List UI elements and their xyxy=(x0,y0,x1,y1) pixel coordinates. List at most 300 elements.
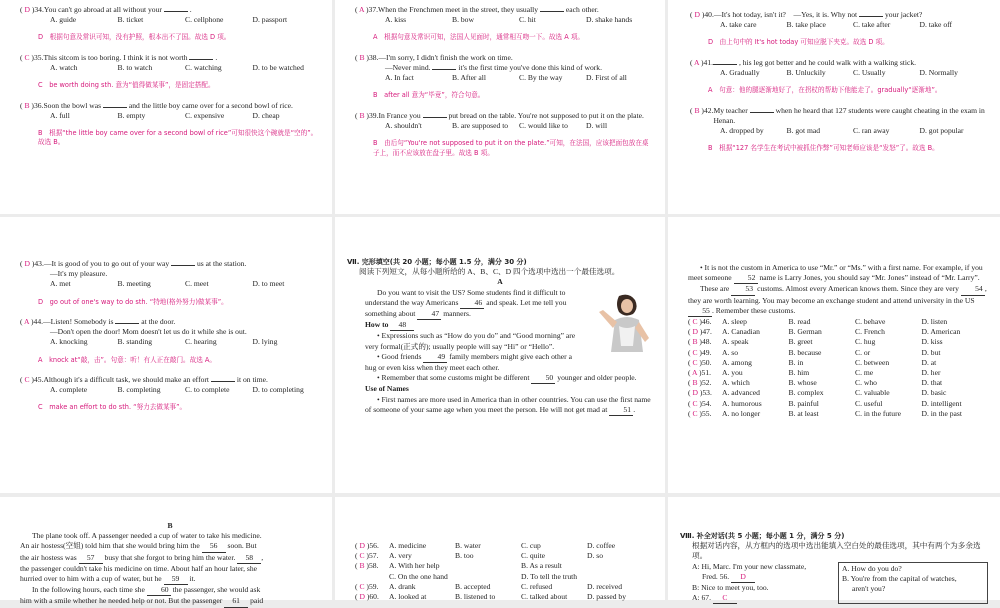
passage-text: In the following hours, each time she xyxy=(32,585,145,595)
explanation: D go out of one's way to do sth. “特地(格外努力)做某事”。 xyxy=(38,297,228,306)
answer-blank xyxy=(171,265,195,266)
answer-letter: A xyxy=(359,5,365,14)
option-row: ( C )57. A. very B. too C. quite D. so xyxy=(355,551,653,561)
answer-blank xyxy=(189,59,213,60)
options-box xyxy=(838,562,988,605)
option: C. quite xyxy=(521,551,546,561)
option-b: B. got mad xyxy=(786,126,821,136)
dialogue-line: B: Nice to meet you, too. xyxy=(692,583,769,593)
question-number: 37 xyxy=(368,5,377,14)
passage-text: paid xyxy=(250,596,264,606)
option-d: D. shake hands xyxy=(586,15,633,25)
answer-letter: C xyxy=(24,52,30,62)
option-b: B. After all xyxy=(452,73,486,83)
option-c: C. ran away xyxy=(853,126,890,136)
option: A. speak xyxy=(722,337,749,347)
option-a: A. guide xyxy=(50,15,77,25)
question-stem: —It is good of you to go out of your way xyxy=(43,259,170,268)
option-row xyxy=(355,572,653,582)
answer-blank xyxy=(423,117,447,118)
option: C. refused xyxy=(521,581,553,591)
question-stem: your jacket? xyxy=(884,10,923,19)
option: A. you xyxy=(722,368,743,378)
option-a: A. Gradually xyxy=(720,68,760,78)
passage-text: • First names are more used in America than in other countries. You can use the first name of someone of your same age when you meet the person. He will not get mad at xyxy=(365,394,651,414)
answer-letter: B xyxy=(359,561,365,571)
option: A. sleep xyxy=(722,317,747,327)
option-c: C. would like to xyxy=(519,121,568,131)
option-b: B. completing xyxy=(117,385,161,395)
question-stem: This sitcom is too boring. I think it is not worth xyxy=(43,52,188,62)
question-stem: In France you xyxy=(378,110,421,120)
answer-letter: D xyxy=(692,388,698,398)
page-panel-1 xyxy=(0,0,332,214)
blank-57: 57 xyxy=(79,553,103,564)
option-row: ( C )46. A. sleep B. read C. behave D. listen xyxy=(688,317,988,327)
explanation: B after all 意为“毕竟”，符合句意。 xyxy=(373,91,485,100)
question-38: ( B ) 38 . —I'm sorry, I didn't finish the work on time. —Never mind. it's the first time you've done this kind of work. A. In fact B. After all C. By the way D. First of all B after all 意为“毕竟”，符合句意。 xyxy=(355,53,653,101)
answer-letter: D xyxy=(359,592,365,602)
option: A. so xyxy=(722,347,739,357)
blank-58: 58 xyxy=(237,553,261,564)
option: C. useful xyxy=(855,398,883,408)
question-stem: put bread on the table. You're not supposed to put it on the plate. xyxy=(448,110,644,120)
option-row: ( C )50. A. among B. in C. between D. at xyxy=(688,358,988,368)
answer-letter: C xyxy=(359,581,365,591)
option-row: ( A )51. A. you B. him C. me D. her xyxy=(688,368,988,378)
option: A. advanced xyxy=(722,388,760,398)
page-panel-4 xyxy=(0,217,332,493)
bullet-expressions: • Expressions such as “How do you do” and “Good morning” are very formal(正式的); usually people will say “Hi” or “Hello”. xyxy=(365,331,576,351)
answer-letter: A xyxy=(694,57,700,67)
dialogue-line: A: Hi, Marc. I'm your new classmate, xyxy=(692,561,807,571)
answer-letter: C xyxy=(692,408,698,418)
blank-49: 49 xyxy=(423,352,447,363)
question-45: ( C ) 45 . Although it's a difficult task, we should make an effort it on time. A. complete B. completing C. to complete D. to completing C make an effort to do sth. “努力去做某事”。 xyxy=(20,375,320,413)
option: D. listen xyxy=(921,317,948,327)
passage-text: hurried over to him with a cup of water, but he xyxy=(20,574,162,584)
blank-51: 51 xyxy=(609,405,633,416)
question-42: ( B ) 42 . My teacher when he heard that 127 students were caught cheating in the exam in Henan. A. dropped by B. got mad C. ran away D. got popular B 根据“127 名学生在考试中被抓住作弊”可知老师应该是“发怒”了。故选 B。 xyxy=(690,105,985,153)
option: B. because xyxy=(788,347,822,357)
option: A. humorous xyxy=(722,398,762,408)
option-row: ( B )58. A. With her help B. As a result xyxy=(355,561,653,571)
page-panel-6 xyxy=(668,217,1000,493)
passage-text: the passenger couldn't take his medicine on time. About half an hour later, she xyxy=(20,563,258,573)
passage-text: family members might give each other a hug or even kiss when they meet each other. xyxy=(365,351,572,373)
question-34: ( D ) 34 . You can't go abroad at all without your . A. guide B. ticket C. cellphone D. passport D 根据句意及常识可知，没有护照，根本出不了国。故选 D 项。 xyxy=(20,5,320,43)
question-43: ( D ) 43 . —It is good of you to go out of your way us at the station. —It's my pleasure. A. met B. meeting C. meet D. to meet D go out of one's way to do sth. “特地(格外努力)做某事”。 xyxy=(20,259,320,307)
question-number: 39 xyxy=(368,110,377,120)
option: D. intelligent xyxy=(921,398,962,408)
answer-blank xyxy=(859,16,883,17)
option-d: D. to meet xyxy=(252,279,285,289)
question-number: 34 xyxy=(34,5,42,14)
option-a: A. complete xyxy=(50,385,88,395)
question-stem: —Don't open the door! Mom doesn't let us do it while she is out. xyxy=(50,327,247,337)
question-35: ( C ) 35 . This sitcom is too boring. I think it is not worth . A. watch B. to watch C. watching D. to be watched C be worth doing sth. 意为“值得做某事”，是固定搭配。 xyxy=(20,53,320,91)
question-number: 45 xyxy=(33,375,42,385)
blank-50: 50 xyxy=(531,373,555,384)
question-group xyxy=(668,0,1000,154)
answer-letter: D xyxy=(692,327,698,337)
passage-text: and speak. Let me tell you something about xyxy=(365,297,567,319)
question-number: 47 xyxy=(702,327,710,337)
question-group xyxy=(335,0,665,158)
option: D. basic xyxy=(921,388,947,398)
option-a: A. watch xyxy=(50,63,78,73)
option: D. passed by xyxy=(587,592,627,602)
answer-letter: C xyxy=(692,357,698,367)
question-stem: each other. xyxy=(565,5,599,14)
dialogue-line: Fred. 56. xyxy=(702,571,730,581)
passage-text: manners. xyxy=(443,309,471,319)
passage-text: the air hostess was xyxy=(20,552,77,562)
question-group xyxy=(0,0,332,148)
option-row: ( D )53. A. advanced B. complex C. valuable D. basic xyxy=(688,388,988,398)
blank-61: 61 xyxy=(224,596,248,607)
section-instruction: 阅读下列短文，从每小题所给的 A、B、C、D 四个选项中选出一个最佳选项。 xyxy=(359,267,620,277)
section-heading: Ⅷ. 补全对话(共 5 小题；每小题 1 分，满分 5 分) xyxy=(680,532,845,540)
answer-letter: A xyxy=(24,317,30,327)
options-list xyxy=(688,317,988,419)
option-d: D. got popular xyxy=(919,126,964,136)
question-number: 60 xyxy=(369,592,377,602)
question-39: ( B ) 39 . In France you put bread on the table. You're not supposed to put it on the plate. A. shouldn't B. are supposed to C. would like to D. will B 由后句“You're not supposed to put it on the plate.”可知，在法国，应该把面包放在桌子上，而不应该放在盘子里。故选 B 项。 xyxy=(355,111,653,158)
option-row: ( C )54. A. humorous B. painful C. useful D. intelligent xyxy=(688,399,988,409)
answer-letter: C xyxy=(692,317,698,327)
option: B. too xyxy=(455,551,474,561)
passage-text: . Remember these customs. xyxy=(712,305,796,315)
option: D. so xyxy=(587,551,604,561)
blank-54: 54 xyxy=(961,284,985,295)
question-stem: , his leg got better and he could walk with a walking stick. xyxy=(738,57,917,67)
option-a: A. dropped by xyxy=(720,126,764,136)
explanation: B 根据“127 名学生在考试中被抓住作弊”可知老师应该是“发怒”了。故选 B。 xyxy=(708,144,939,153)
option-d: D. take off xyxy=(919,20,953,30)
option-row: ( B )52. A. which B. whose C. who D. that xyxy=(688,378,988,388)
option: A. drank xyxy=(389,581,416,591)
option-c: C. hit xyxy=(519,15,536,25)
option: C. cup xyxy=(521,541,541,550)
explanation: A 句意：他的腿逐渐地好了，在拐杖的帮助下他能走了。gradually“逐渐地”。 xyxy=(708,86,942,95)
question-number: 52 xyxy=(701,378,710,388)
option-row: ( C )49. A. so B. because C. or D. but xyxy=(688,348,988,358)
question-number: 57 xyxy=(368,551,377,561)
option: C. talked about xyxy=(521,592,568,602)
explanation: D 根据句意及常识可知，没有护照，根本出不了国。故选 D 项。 xyxy=(38,33,231,42)
box-option-b-cont: aren't you? xyxy=(852,584,886,594)
answer-letter: D xyxy=(24,5,30,14)
option: A. medicine xyxy=(389,541,427,550)
option: D. in the past xyxy=(921,408,962,418)
question-number: 44 xyxy=(33,317,42,327)
answer-blank xyxy=(115,323,139,324)
passage-text: • It is not the custom in America to use “Mr.” or “Ms.” with a first name. For example, if you meet someone xyxy=(688,263,983,283)
option-c: C. meet xyxy=(185,279,209,289)
blank-47: 47 xyxy=(417,309,441,320)
option: D. kiss xyxy=(921,337,943,347)
option-row: ( C )59. A. drank B. accepted C. refused D. received xyxy=(355,582,653,592)
passage-text: , xyxy=(261,552,264,562)
option-row: ( C )55. A. no longer B. at least C. in the future D. in the past xyxy=(688,409,988,419)
explanation: C make an effort to do sth. “努力去做某事”。 xyxy=(38,403,187,412)
subheading-how-to: How to xyxy=(365,320,389,330)
blank-56: 56 xyxy=(202,541,226,552)
blank-59: 59 xyxy=(164,574,188,585)
section-instruction: 根据对话内容，从方框内的选项中选出能填入空白处的最佳选项，其中有两个为多余选项。 xyxy=(692,541,981,561)
passage-text: name is Larry Jones, you should say “Mr. Jones” instead of “Mr. Larry”. xyxy=(759,273,980,283)
option: B. whose xyxy=(788,378,817,388)
option-c: C. take after xyxy=(853,20,891,30)
question-number: 42 xyxy=(703,105,712,115)
question-number: 40 xyxy=(704,10,712,19)
option-a: A. kiss xyxy=(385,15,407,25)
option: B. water xyxy=(455,541,481,550)
question-stem: —It's my pleasure. xyxy=(50,269,108,279)
answer-letter: B xyxy=(694,105,700,115)
question-stem: Soon the bowl was xyxy=(43,100,102,110)
answer-letter: C xyxy=(24,375,30,385)
option-a: A. In fact xyxy=(385,73,414,83)
option-row: ( D )47. A. Canadian B. German C. French D. American xyxy=(688,327,988,337)
passage-label: A xyxy=(497,277,503,287)
section-heading: Ⅶ. 完形填空(共 20 小题；每小题 1.5 分，满分 30 分) xyxy=(347,258,527,266)
option: C. valuable xyxy=(855,388,890,398)
explanation: A 根据句意及常识可知，法国人见面时，通常相互吻一下。故选 A 项。 xyxy=(373,33,585,42)
question-stem: When the Frenchmen meet in the street, they usually xyxy=(378,5,539,14)
option-b: B. Unluckily xyxy=(786,68,826,78)
explanation: B 由后句“You're not supposed to put it on the plate.”可知，在法国，应该把面包放在桌子上，而不应该放在盘子里。故选 B 项。 xyxy=(373,139,649,157)
blank-48: 48 xyxy=(390,320,414,331)
question-stem: —Never mind. xyxy=(385,63,431,73)
option-row: ( D )56. A. medicine B. water C. cup D. coffee xyxy=(355,541,653,551)
option-d: D. passport xyxy=(252,15,288,25)
option-row: ( D )60. A. looked at B. listened to C. talked about D. passed by xyxy=(355,592,653,602)
answer-letter: D xyxy=(359,541,365,550)
option: B. him xyxy=(788,368,810,378)
option: C. On the one hand xyxy=(389,571,448,581)
question-stem: . xyxy=(215,52,218,62)
question-stem: and the little boy came over for a second bowl of rice. xyxy=(128,100,293,110)
question-stem: at the door. xyxy=(141,317,176,327)
passage-text: The plane took off. A passenger needed a cup of water to take his medicine. xyxy=(32,531,262,541)
passage-text: . xyxy=(633,404,636,414)
option-a: A. shouldn't xyxy=(385,121,422,131)
answer-letter: C xyxy=(692,347,698,357)
option-c: C. Usually xyxy=(853,68,886,78)
answer-letter: C xyxy=(359,551,365,561)
answer-letter: B xyxy=(359,110,365,120)
option: C. between xyxy=(855,357,890,367)
page-panel-2 xyxy=(335,0,665,214)
option: A. which xyxy=(722,378,750,388)
page-panel-9 xyxy=(668,497,1000,603)
question-number: 54 xyxy=(701,398,710,408)
question-stem: —I'm sorry, I didn't finish the work on time. xyxy=(378,52,513,62)
option-b: B. are supposed to xyxy=(452,121,509,131)
question-number: 51 xyxy=(701,368,710,378)
option: C. hug xyxy=(855,337,876,347)
option-c: C. cellphone xyxy=(185,15,224,25)
option: B. greet xyxy=(788,337,813,347)
option-a: A. full xyxy=(50,110,70,120)
option: D. at xyxy=(921,357,937,367)
option: C. in the future xyxy=(855,408,901,418)
question-stem: —Listen! Somebody is xyxy=(43,317,114,327)
option-d: D. lying xyxy=(252,337,278,347)
option-b: B. standing xyxy=(117,337,153,347)
option: A. very xyxy=(389,551,412,561)
question-44: ( A ) 44 . —Listen! Somebody is at the door. —Don't open the door! Mom doesn't let us do it while she is out. A. knocking B. standing C. hearing D. lying A knock at“敲，击”。句意：听！有人正在敲门。故选 A。 xyxy=(20,317,320,365)
passage-text: • Remember that some customs might be different xyxy=(377,373,530,383)
answer-letter: B xyxy=(692,337,698,347)
girl-photo-image xyxy=(589,290,653,352)
passage-text: Do you want to visit the US? Some students find it difficult to understand the way Americans xyxy=(365,287,566,307)
question-40: ( D ) 40 . —It's hot today, isn't it? —Yes, it is. Why not your jacket? A. take care B. take place C. take after D. take off D 由上句中的 It's hot today 可知应脱下夹克。故选 D 项。 xyxy=(690,10,986,48)
option-b: B. ticket xyxy=(117,15,144,25)
passage-text: soon. But xyxy=(227,541,257,551)
option-row: ( B )48. A. speak B. greet C. hug D. kiss xyxy=(688,337,988,347)
option: B. read xyxy=(788,317,811,327)
option-c: C. By the way xyxy=(519,73,563,83)
question-number: 43 xyxy=(34,259,42,268)
blank-46: 46 xyxy=(460,298,484,309)
option-b: B. to watch xyxy=(117,63,153,73)
question-stem: it's the first time you've done this kind of work. xyxy=(458,63,602,73)
option: D. her xyxy=(921,368,941,378)
option-b: B. meeting xyxy=(117,279,151,289)
question-number: 38 xyxy=(368,52,377,62)
answer-letter: A xyxy=(692,368,698,378)
question-number: 55 xyxy=(701,408,710,418)
explanation: B 根据“the little boy came over for a second bowl of rice”可知很快这个碗就是“空的”。故选 B。 xyxy=(38,129,318,147)
option-c: C. hearing xyxy=(185,337,217,347)
answer-blank xyxy=(750,112,774,113)
question-number: 56 xyxy=(369,541,377,550)
explanation: D 由上句中的 It's hot today 可知应脱下夹克。故选 D 项。 xyxy=(708,38,889,47)
question-stem: My teacher xyxy=(713,105,748,115)
page-panel-5 xyxy=(335,217,665,493)
passage-text: him with a smile whether he needed help or not. But the passenger xyxy=(20,596,223,606)
option: B. painful xyxy=(788,398,819,408)
passage-text: younger and older people. xyxy=(557,373,637,383)
passage-text: , they are worth learning. You may become an exchange student and attend university in the US xyxy=(688,284,987,305)
question-36: ( B ) 36 . Soon the bowl was and the little boy came over for a second bowl of rice. A. full B. empty C. expensive D. cheap B 根据“the little boy came over for a second bowl of rice”可知很快这个碗就是“空的”。故选 B。 xyxy=(20,101,320,148)
option: B. As a result xyxy=(521,561,562,571)
option: D. that xyxy=(921,378,943,388)
option-d: D. Normally xyxy=(919,68,958,78)
answer-blank xyxy=(713,64,737,65)
box-option-a: A. How do you do? xyxy=(842,563,902,573)
option: D. received xyxy=(587,581,622,591)
question-41: ( A ) 41 . , his leg got better and he could walk with a walking stick. A. Gradually B. Unluckily C. Usually D. Normally A 句意：他的腿逐渐地好了，在拐杖的帮助下他能走了。gradually“逐渐地”。 xyxy=(690,58,986,96)
answer-blank xyxy=(211,381,235,382)
option: B. in xyxy=(788,357,804,367)
question-stem: us at the station. xyxy=(196,259,247,268)
option-a: A. knocking xyxy=(50,337,88,347)
answer-67: C xyxy=(713,593,737,604)
options-list xyxy=(335,497,665,602)
passage-label: B xyxy=(167,521,173,530)
option: B. listened to xyxy=(455,592,496,602)
passage-text: These are xyxy=(700,284,730,294)
explanation: A knock at“敲，击”。句意：听！有人正在敲门。故选 A。 xyxy=(38,355,217,364)
option: D. American xyxy=(921,327,961,337)
answer-letter: B xyxy=(359,52,365,62)
question-stem: it on time. xyxy=(236,375,268,385)
question-number: 59 xyxy=(368,581,377,591)
option: A. among xyxy=(722,357,752,367)
option: C. behave xyxy=(855,317,886,327)
page-panel-7 xyxy=(0,497,332,606)
passage-text: customs. Almost every American knows them. Since they are very xyxy=(757,284,959,294)
option-d: D. to completing xyxy=(252,385,304,395)
answer-letter: B xyxy=(692,378,698,388)
question-number: 36 xyxy=(33,100,42,110)
question-stem: when he heard that 127 students were caught cheating in the exam in Henan. xyxy=(713,105,985,125)
option: D. To tell the truth xyxy=(521,571,578,581)
dialogue-line: A: 67. xyxy=(692,593,711,603)
option-a: A. met xyxy=(50,279,71,289)
option: A. Canadian xyxy=(722,327,760,337)
answer-56: D xyxy=(731,572,755,583)
option: D. coffee xyxy=(587,541,616,550)
blank-55: 55 xyxy=(688,306,712,317)
question-number: 49 xyxy=(701,347,710,357)
question-stem: —It's hot today, isn't it? —Yes, it is. Why not xyxy=(713,10,858,19)
option-d: D. will xyxy=(586,121,608,131)
option: B. accepted xyxy=(455,581,491,591)
option-d: D. to be watched xyxy=(252,63,304,73)
explanation: C be worth doing sth. 意为“值得做某事”，是固定搭配。 xyxy=(38,81,215,90)
question-stem: You can't go abroad at all without your xyxy=(43,5,162,14)
answer-blank xyxy=(103,107,127,108)
option-c: C. expensive xyxy=(185,110,225,120)
question-group xyxy=(0,217,332,413)
passage-text: busy that she forgot to bring him the water. xyxy=(104,552,236,562)
question-number: 35 xyxy=(33,52,42,62)
blank-53: 53 xyxy=(731,284,755,295)
question-37: ( A ) 37 . When the Frenchmen meet in the street, they usually each other. A. kiss B. bow C. hit D. shake hands A 根据句意及常识可知，法国人见面时，通常相互吻一下。故选 A 项。 xyxy=(355,5,653,43)
answer-letter: D xyxy=(694,10,700,19)
question-number: 48 xyxy=(701,337,710,347)
passage-text: An air hostess(空姐) told him that she would bring him the xyxy=(20,541,200,551)
passage-text: it. xyxy=(189,574,196,584)
option-c: C. to complete xyxy=(185,385,230,395)
option: D. but xyxy=(921,347,941,357)
question-number: 53 xyxy=(702,388,710,398)
answer-letter: D xyxy=(24,259,30,268)
question-stem: Although it's a difficult task, we should make an effort xyxy=(43,375,210,385)
blank-60: 60 xyxy=(147,585,171,596)
option: C. French xyxy=(855,327,885,337)
passage-text: the passenger, she would ask xyxy=(172,585,261,595)
option-c: C. watching xyxy=(185,63,222,73)
question-number: 41 xyxy=(703,57,712,67)
page-panel-8 xyxy=(335,497,665,600)
option: C. or xyxy=(855,347,871,357)
passage-text: • Good friends xyxy=(377,351,422,361)
answer-blank xyxy=(432,69,456,70)
answer-letter: B xyxy=(24,100,30,110)
option: A. no longer xyxy=(722,408,761,418)
answer-blank xyxy=(164,11,188,12)
option-d: D. First of all xyxy=(586,73,627,83)
option-b: B. bow xyxy=(452,15,474,25)
option-b: B. empty xyxy=(117,110,146,120)
option: A. looked at xyxy=(389,592,427,602)
